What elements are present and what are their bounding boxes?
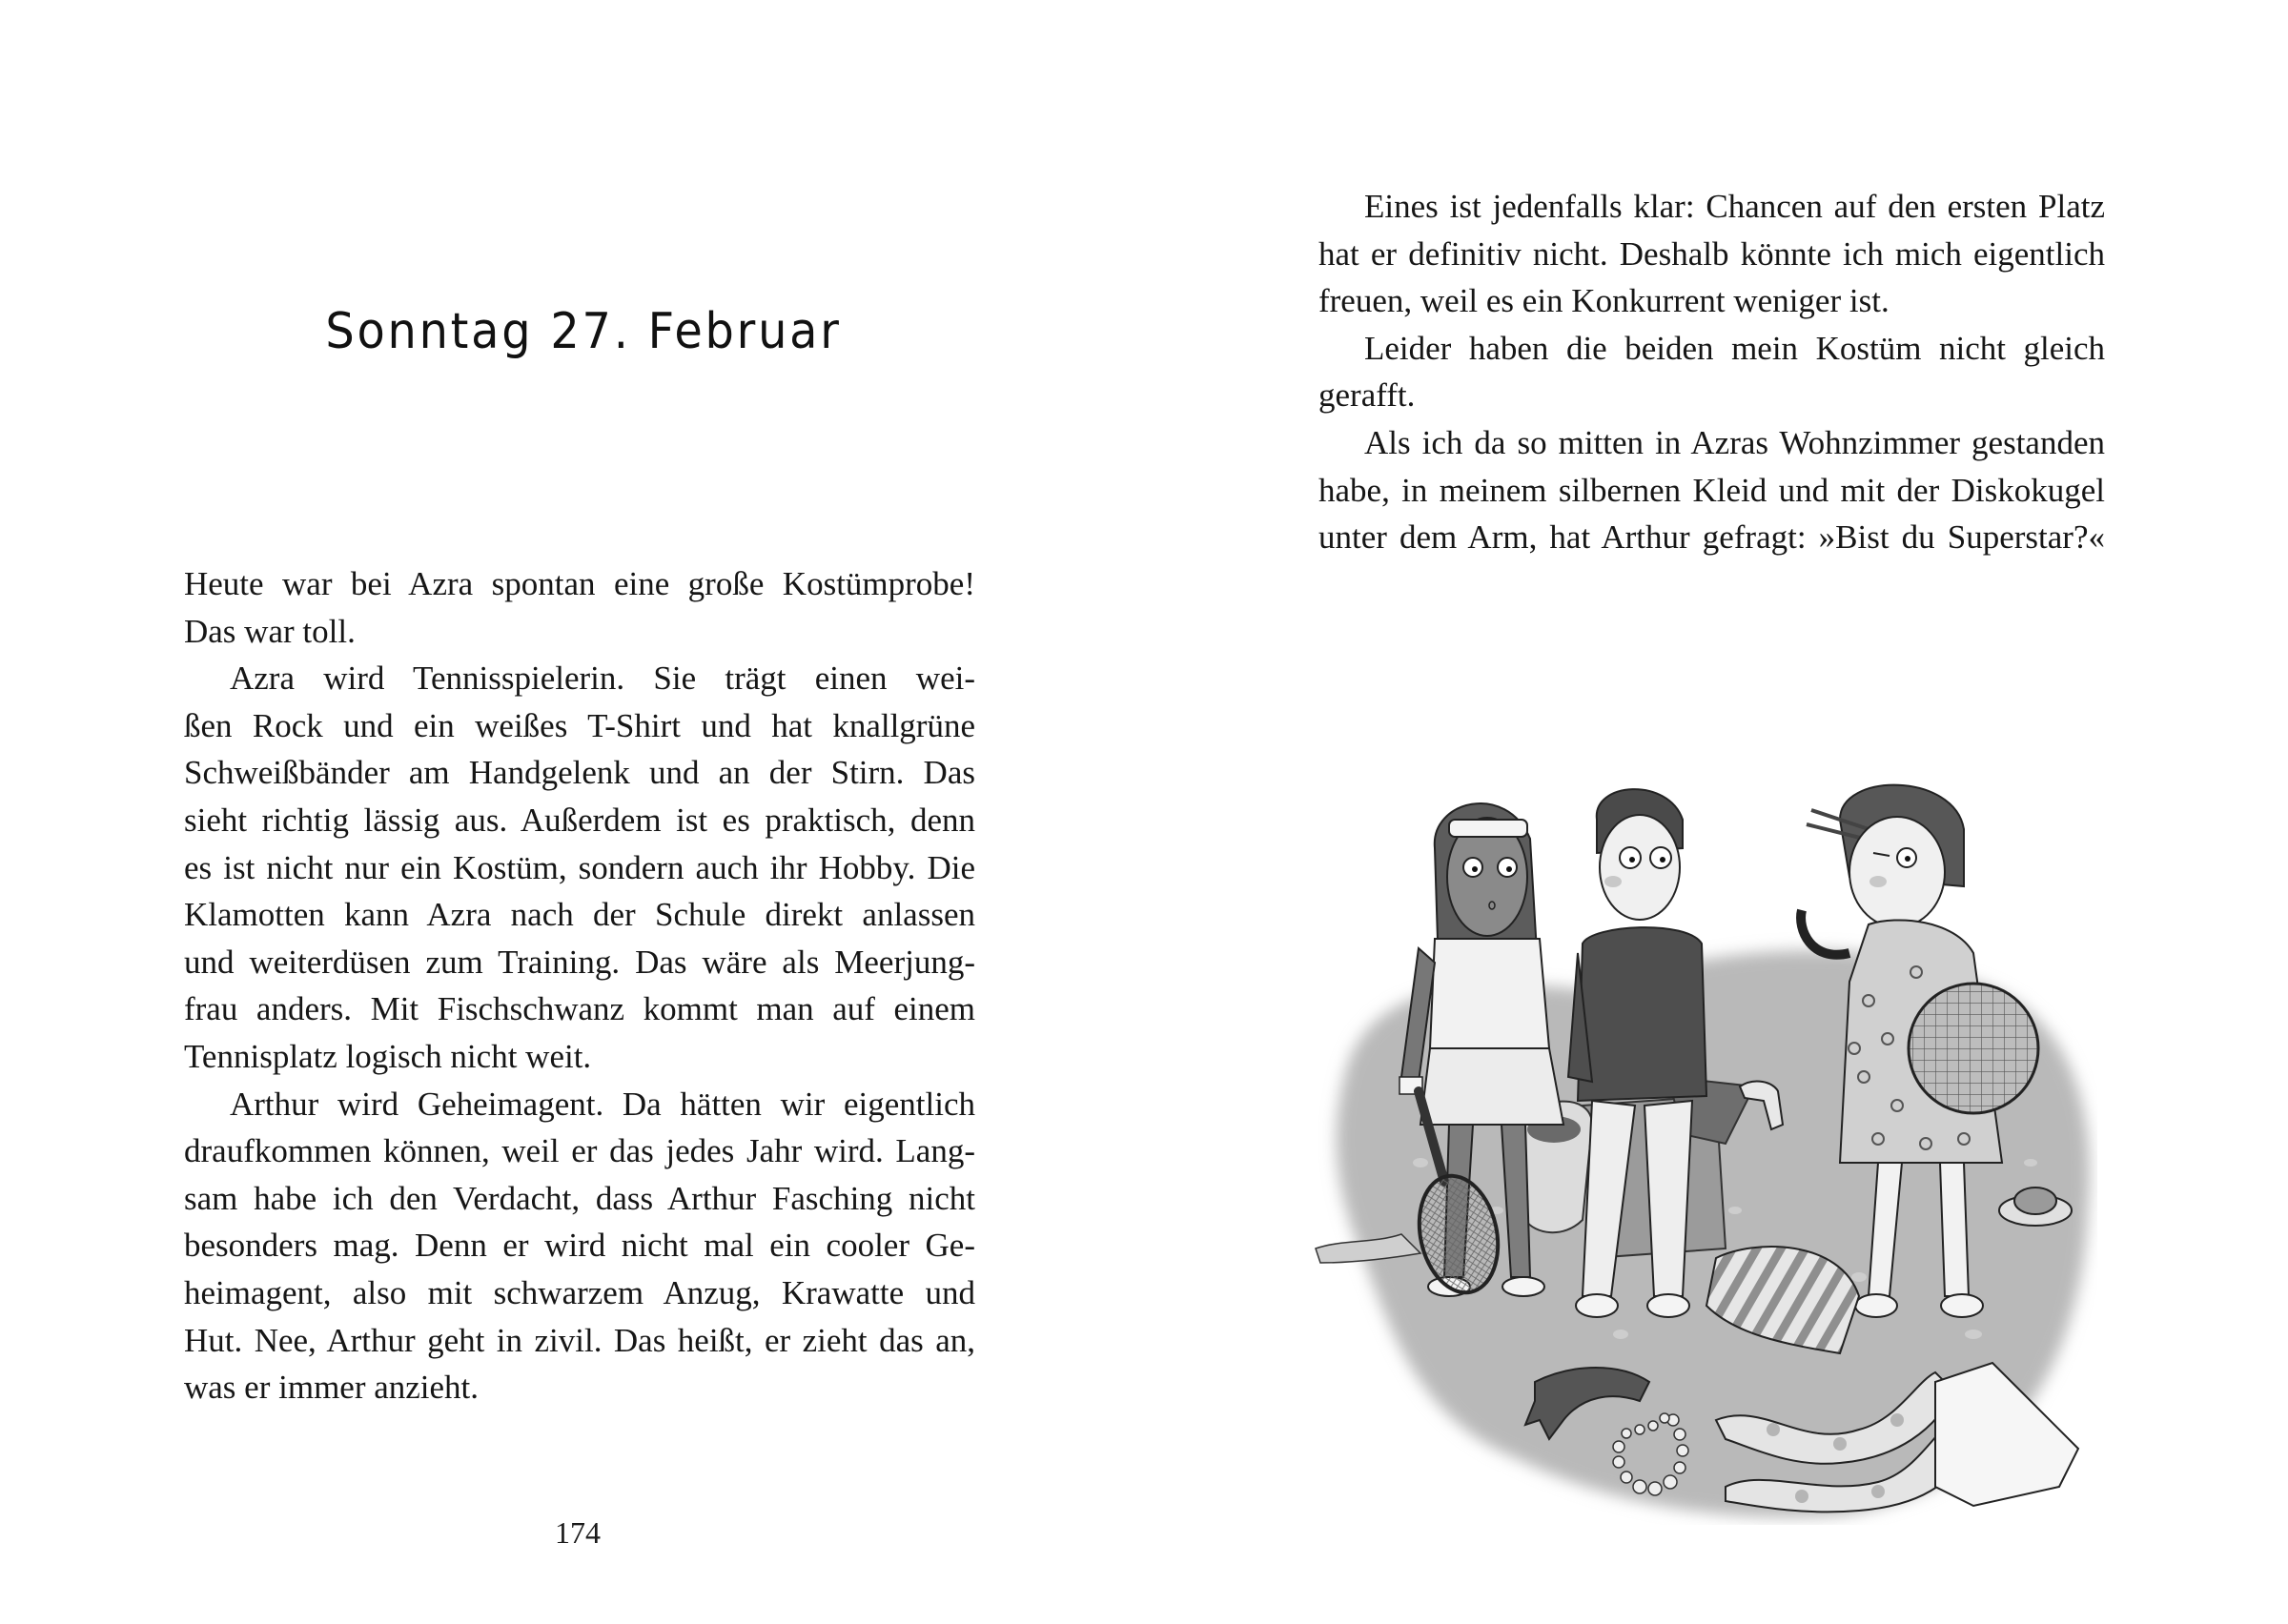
text-line: ßen Rock und ein weißes T-Shirt und hat knallgrüne: [184, 706, 975, 744]
text-line: Azra wird Tennisspielerin. Sie trägt einen wei-: [230, 660, 975, 698]
text-line: freuen, weil es ein Konkurrent weniger ist.: [1318, 282, 1890, 320]
text-line: Das war toll.: [184, 612, 356, 650]
text-line: es ist nicht nur ein Kostüm, sondern auch ihr Hobby. Die: [184, 848, 975, 886]
text-line: unter dem Arm, hat Arthur gefragt: »Bist du Superstar?«: [1318, 518, 2105, 557]
text-line: Leider haben die beiden mein Kostüm nicht gleich: [1364, 329, 2105, 367]
text-line: Klamotten kann Azra nach der Schule direkt anlassen: [184, 896, 975, 934]
text-line: sieht richtig lässig aus. Außerdem ist es praktisch, denn: [184, 801, 975, 839]
white-shirt: [1935, 1363, 2078, 1506]
headband: [1449, 820, 1527, 837]
text-line: was er immer anzieht.: [184, 1369, 480, 1407]
text-line: Heute war bei Azra spontan eine große Kostümprobe!: [184, 565, 975, 602]
text-line: gerafft.: [1318, 376, 1416, 415]
text-line: Schweißbänder am Handgelenk und an der Stirn. Das: [184, 754, 975, 792]
left-page-body-text: [184, 560, 975, 1411]
children-costume-illustration: [1306, 762, 2097, 1525]
text-line: Eines ist jedenfalls klar: Chancen auf den ersten Platz: [1364, 188, 2105, 225]
text-line: habe, in meinem silbernen Kleid und mit der Diskokugel: [1318, 471, 2105, 509]
text-line: draufkommen können, weil er das jedes Jahr wird. Lang-: [184, 1132, 975, 1170]
diary-date-heading: Sonntag 27. Februar: [325, 303, 842, 360]
text-line: besonders mag. Denn er wird nicht mal ein cooler Ge-: [184, 1227, 975, 1265]
disco-ball: [1909, 984, 2038, 1113]
right-page: [1144, 0, 2288, 1624]
text-line: heimagent, also mit schwarzem Anzug, Krawatte und: [184, 1273, 975, 1311]
text-line: sam habe ich den Verdacht, dass Arthur Fasching nicht: [184, 1179, 975, 1217]
text-line: frau anders. Mit Fischschwanz kommt man auf einem: [184, 990, 975, 1028]
right-page-body-text: [1318, 183, 2105, 561]
text-line: und weiterdüsen zum Training. Das wäre als Meerjung-: [184, 943, 975, 981]
text-line: Arthur wird Geheimagent. Da hätten wir eigentlich: [230, 1085, 975, 1123]
text-line: hat er definitiv nicht. Deshalb könnte ich mich eigentlich: [1318, 234, 2105, 273]
text-line: Als ich da so mitten in Azras Wohnzimmer gestanden: [1364, 423, 2105, 461]
text-line: Hut. Nee, Arthur geht in zivil. Das heißt, er zieht das an,: [184, 1321, 975, 1359]
text-line: Tennisplatz logisch nicht weit.: [184, 1037, 592, 1075]
page-number: 174: [555, 1515, 601, 1550]
